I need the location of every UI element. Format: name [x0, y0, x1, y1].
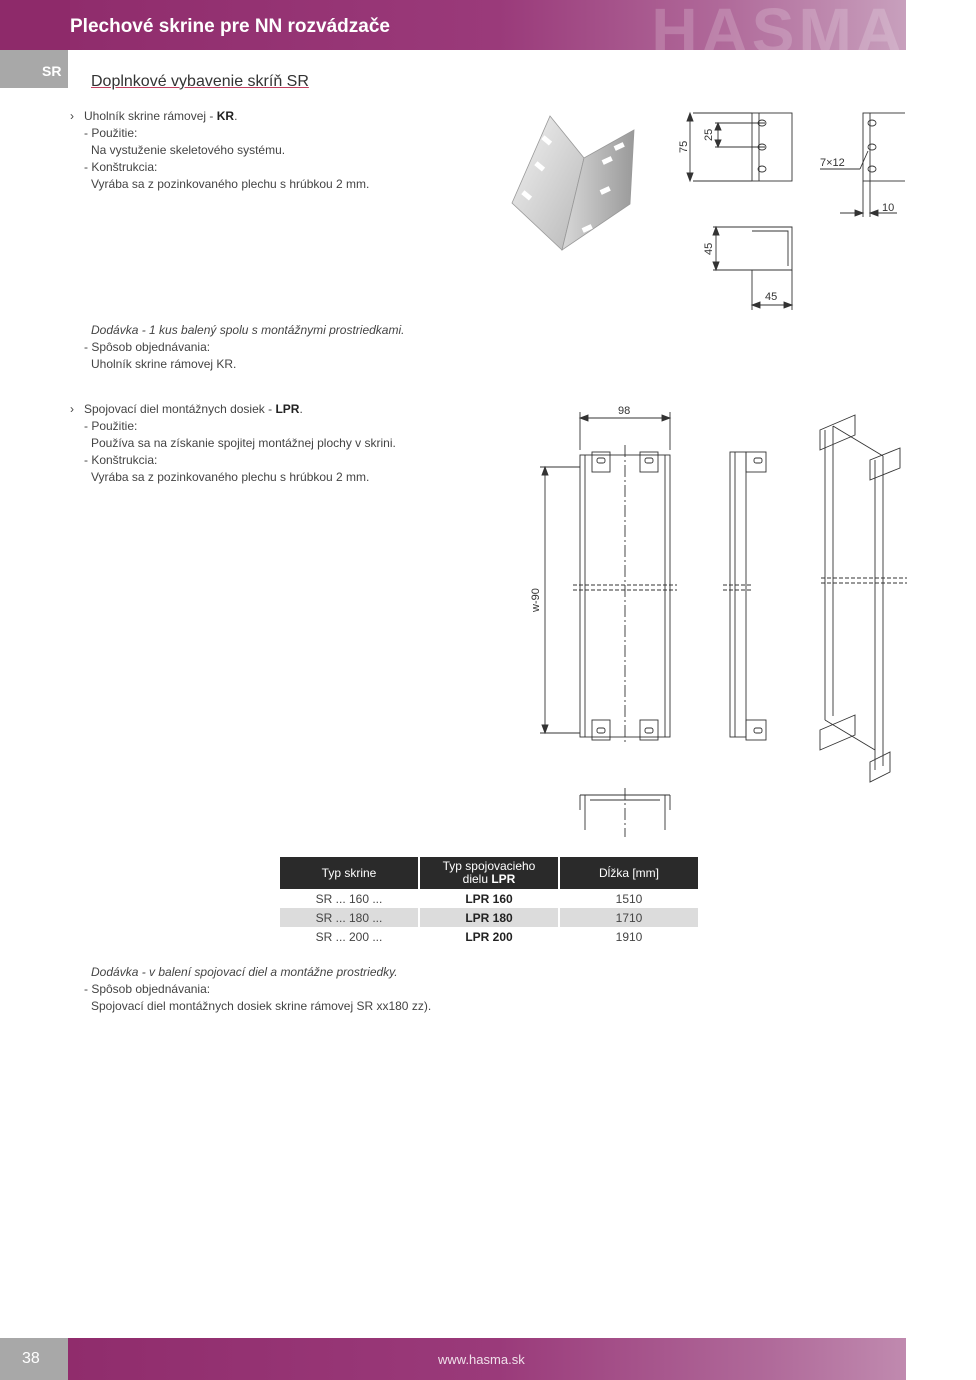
- table-cell: 1910: [615, 929, 643, 944]
- kr-order-text: Uholník skrine rámovej KR.: [91, 357, 237, 371]
- lpr-dim-length: w-90: [530, 588, 542, 612]
- lpr-order-label: - Spôsob objednávania:: [84, 982, 211, 996]
- table-cell: SR ... 200 ...: [315, 929, 383, 944]
- kr-delivery-text: Dodávka - 1 kus balený spolu s montážnymi prostriedkami.: [91, 323, 405, 337]
- lpr-technical-drawing: [525, 400, 910, 840]
- th-typ-skrine: Typ skrine: [280, 857, 418, 889]
- lpr-construction-label: - Konštrukcia:: [84, 453, 158, 467]
- kr-dim-45-horizontal: 45: [765, 291, 778, 303]
- header-bar: [0, 0, 906, 67]
- table-cell: 1710: [560, 908, 698, 927]
- table-cell: 1510: [615, 891, 643, 906]
- lpr-use-label: - Použitie:: [84, 419, 138, 433]
- section-tab: SR: [0, 50, 68, 88]
- table-cell: LPR 160: [465, 891, 513, 906]
- kr-dim-25: 25: [703, 128, 715, 141]
- kr-dim-45-vertical: 45: [703, 242, 715, 255]
- kr-use-text: Na vystuženie skeletového systému.: [91, 143, 286, 157]
- table-cell: SR ... 160 ...: [315, 891, 383, 906]
- table-header-row: [280, 857, 698, 889]
- page-title: Plechové skrine pre NN rozvádzače: [70, 16, 390, 37]
- lpr-table: [278, 857, 700, 946]
- header-watermark: HASMA: [651, 0, 906, 67]
- footer-url-link[interactable]: www.hasma.sk: [438, 1352, 525, 1367]
- th-typ-dielu: Typ spojovacieho dielu LPR: [420, 857, 558, 889]
- table-row: [280, 889, 698, 908]
- kr-technical-drawing: [675, 105, 905, 315]
- th-dlzka: Dĺžka [mm]: [560, 857, 698, 889]
- lpr-description: [70, 401, 396, 486]
- lpr-dim-width: 98: [618, 405, 631, 417]
- kr-dim-75: 75: [678, 140, 690, 153]
- kr-delivery: [70, 322, 404, 373]
- kr-construction-text: Vyrába sa z pozinkovaného plechu s hrúbkou 2 mm.: [91, 177, 370, 191]
- lpr-delivery-text: Dodávka - v balení spojovací diel a montážne prostriedky.: [91, 965, 398, 979]
- table-cell: SR ... 180 ...: [280, 908, 418, 927]
- lpr-order-text: Spojovací diel montážnych dosiek skrine rámovej SR xx180 zz).: [91, 999, 432, 1013]
- kr-dim-10: 10: [882, 202, 895, 214]
- table-row: [280, 908, 698, 927]
- lpr-use-text: Používa sa na získanie spojitej montážnej plochy v skrini.: [91, 436, 396, 450]
- kr-photo: [502, 108, 642, 258]
- table-row: [280, 927, 698, 946]
- kr-description: [70, 108, 369, 193]
- table-cell: LPR 200: [465, 929, 513, 944]
- kr-dim-slot: 7×12: [820, 157, 845, 169]
- kr-title: › Uholník skrine rámovej - KR.: [70, 108, 369, 125]
- lpr-title: › Spojovací diel montážnych dosiek - LPR.: [70, 401, 396, 418]
- kr-construction-label: - Konštrukcia:: [84, 160, 158, 174]
- kr-use-label: - Použitie:: [84, 126, 138, 140]
- section-heading: Doplnkové vybavenie skríň SR: [91, 73, 309, 90]
- table-cell: LPR 180: [420, 908, 558, 927]
- lpr-delivery: [70, 964, 431, 1015]
- kr-order-label: - Spôsob objednávania:: [84, 340, 211, 354]
- lpr-construction-text: Vyrába sa z pozinkovaného plechu s hrúbkou 2 mm.: [91, 470, 370, 484]
- page-number: 38: [0, 1338, 68, 1380]
- header-corner: [0, 0, 70, 50]
